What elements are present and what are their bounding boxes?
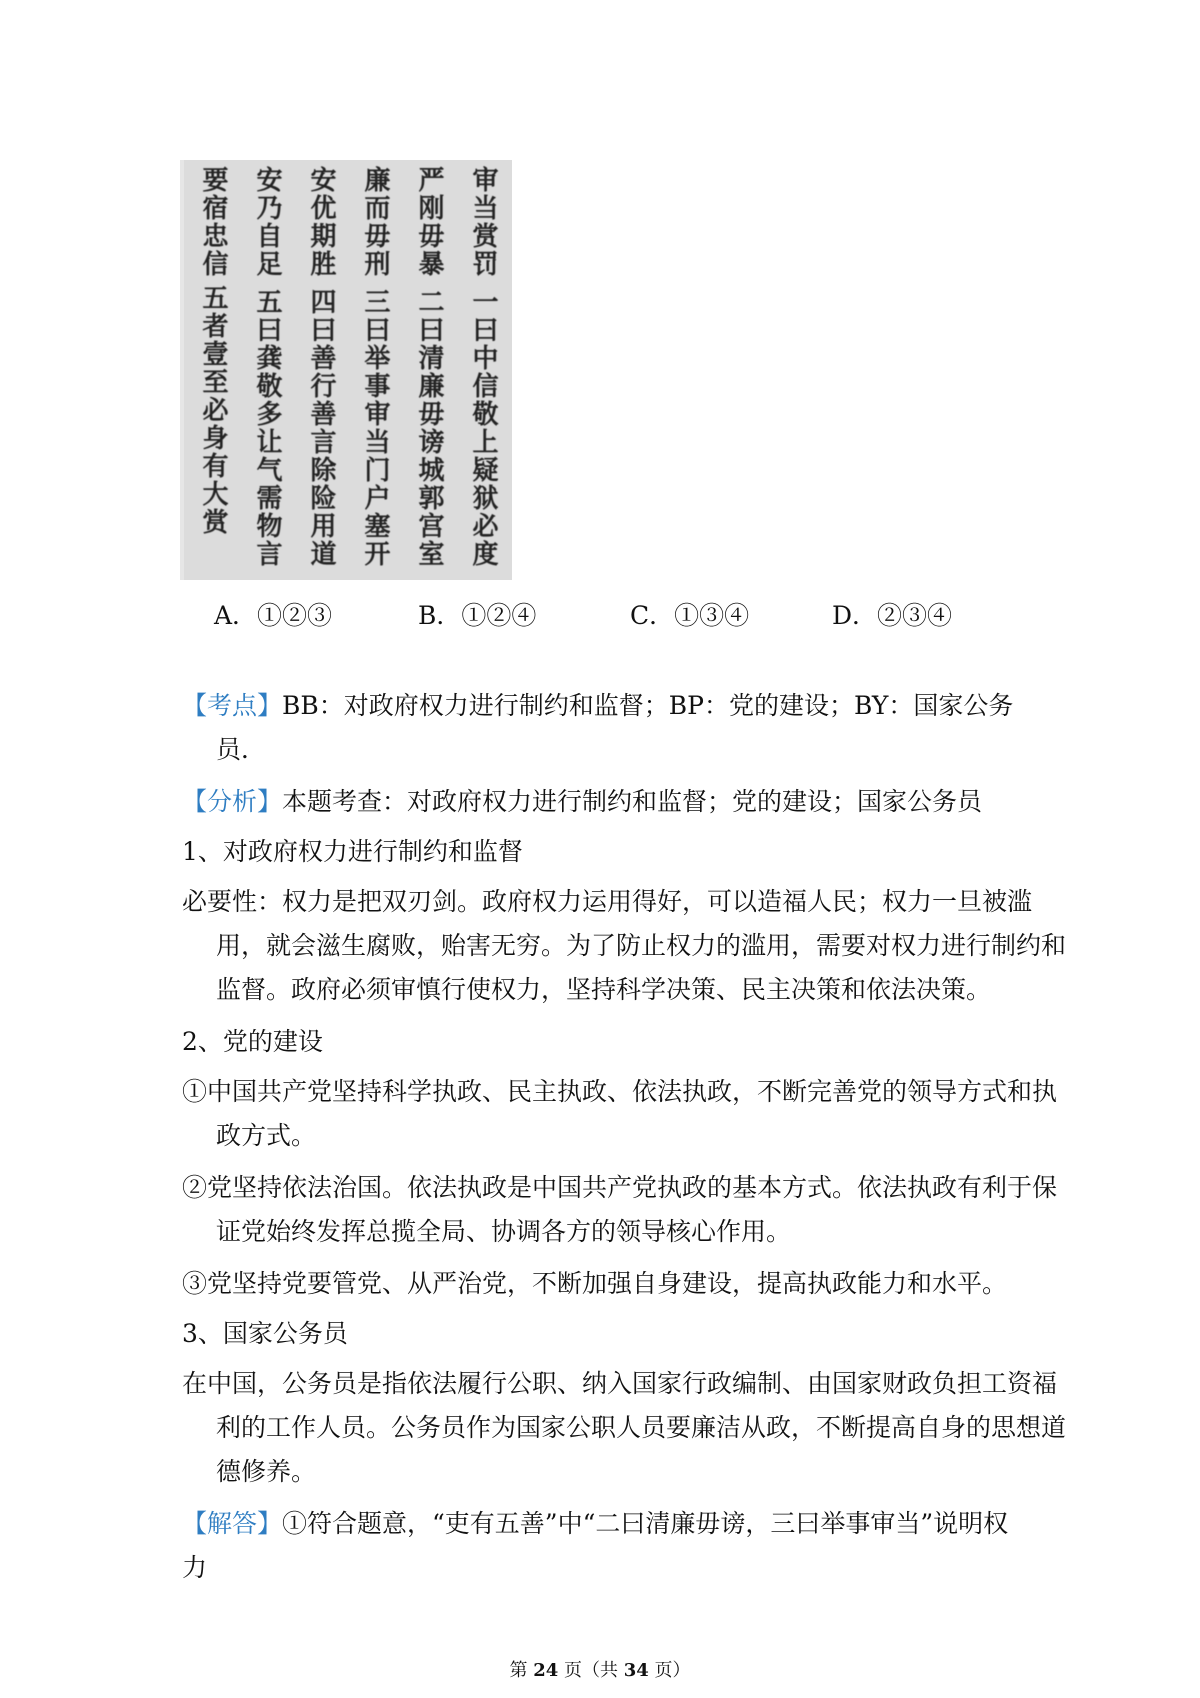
strip-text-top: 安乃自足 — [252, 166, 282, 278]
kaodian-line2: 员． — [216, 735, 267, 764]
section2-item3: ③党坚持党要管党、从严治党，不断加强自身建设，提高执政能力和水平。 — [182, 1269, 1008, 1298]
bamboo-strip — [184, 160, 242, 580]
strip-text-bottom: 五曰龚敬多让 — [252, 288, 282, 456]
bamboo-strip — [238, 160, 296, 580]
section2-item1: ①中国共产党坚持科学执政、民主执政、依法执政，不断完善党的领导方式和执政方式。 — [182, 1077, 1058, 1150]
option-b: B．①②④ — [418, 601, 537, 630]
section2-item2: ②党坚持依法治国。依法执政是中国共产党执政的基本方式。依法执政有利于保证党始终发挥总揽全局、协调各方的领导核心作用。 — [182, 1173, 1058, 1246]
strip-text-bottom: 四曰善行善言 — [306, 288, 336, 456]
kaodian-text: BB：对政府权力进行制约和监督；BP：党的建设；BY：国家公务 — [282, 691, 1014, 720]
fenxi-line — [182, 780, 1032, 824]
fenxi-text: 本题考查：对政府权力进行制约和监督；党的建设；国家公务员 — [282, 787, 983, 816]
footer-page-number: 24 — [533, 1660, 559, 1681]
strip-text-extra: 城郭宫室 — [414, 456, 444, 568]
footer-total-pages: 34 — [623, 1660, 649, 1681]
strip-text-top: 安优期胜 — [306, 166, 336, 278]
page-footer — [0, 1656, 1200, 1682]
bamboo-strip — [454, 160, 512, 580]
option-a: A．①②③ — [214, 601, 333, 630]
fenxi-tag: 【分析】 — [182, 787, 283, 816]
strip-text-top: 廉而毋刑 — [360, 166, 390, 278]
section3-body: 在中国，公务员是指依法履行公职、纳入国家行政编制、由国家财政负担工资福利的工作人员。公务员作为国家公职人员要廉洁从政，不断提高自身的思想道德修养。 — [182, 1369, 1067, 1486]
strip-text-bottom: 五者壹至必身有大赏 — [198, 284, 228, 536]
footer-middle: 页（共 — [558, 1660, 624, 1681]
bamboo-strip — [400, 160, 458, 580]
strip-text-bottom: 三曰举事审当 — [360, 288, 390, 456]
jieda-tag: 【解答】 — [182, 1509, 283, 1538]
option-d: D．②③④ — [832, 601, 953, 630]
strip-text-top: 严刚毋暴 — [414, 166, 444, 278]
strip-text-extra: 疑狱必度 — [468, 456, 498, 568]
kaodian-line1 — [182, 684, 1032, 728]
jieda-line — [182, 1502, 1032, 1590]
strip-text-extra: 除险用道 — [306, 456, 336, 568]
bamboo-strip — [292, 160, 350, 580]
option-c: C．①③④ — [630, 601, 750, 630]
strip-text-bottom: 二曰清廉毋谤 — [414, 288, 444, 456]
jieda-text: ①符合题意，“吏有五善”中“二曰清廉毋谤，三曰举事审当”说明权力 — [182, 1509, 1009, 1582]
strip-text-extra: 气需物言 — [252, 456, 282, 568]
bamboo-slips-image — [180, 160, 510, 580]
bamboo-strip — [346, 160, 404, 580]
section2-heading: 2、党的建设 — [182, 1027, 323, 1056]
kaodian-tag: 【考点】 — [182, 691, 283, 720]
answer-options — [214, 596, 1034, 632]
strip-text-bottom: 一曰中信敬上 — [468, 288, 498, 456]
footer-suffix: 页） — [648, 1660, 691, 1681]
section3-heading: 3、国家公务员 — [182, 1319, 348, 1348]
section1-body: 必要性：权力是把双刃剑。政府权力运用得好，可以造福人民；权力一旦被滥用，就会滋生腐败，贻害无穷。为了防止权力的滥用，需要对权力进行制约和监督。政府必须审慎行使权力，坚持科学决策、民主决策和依法决策。 — [182, 887, 1067, 1004]
strip-text-top: 要宿忠信 — [198, 166, 228, 278]
strip-text-extra: 门户塞开 — [360, 456, 390, 568]
strip-text-top: 审当赏罚 — [468, 166, 498, 278]
section1-heading: 1、对政府权力进行制约和监督 — [182, 837, 523, 866]
footer-prefix: 第 — [509, 1660, 534, 1681]
